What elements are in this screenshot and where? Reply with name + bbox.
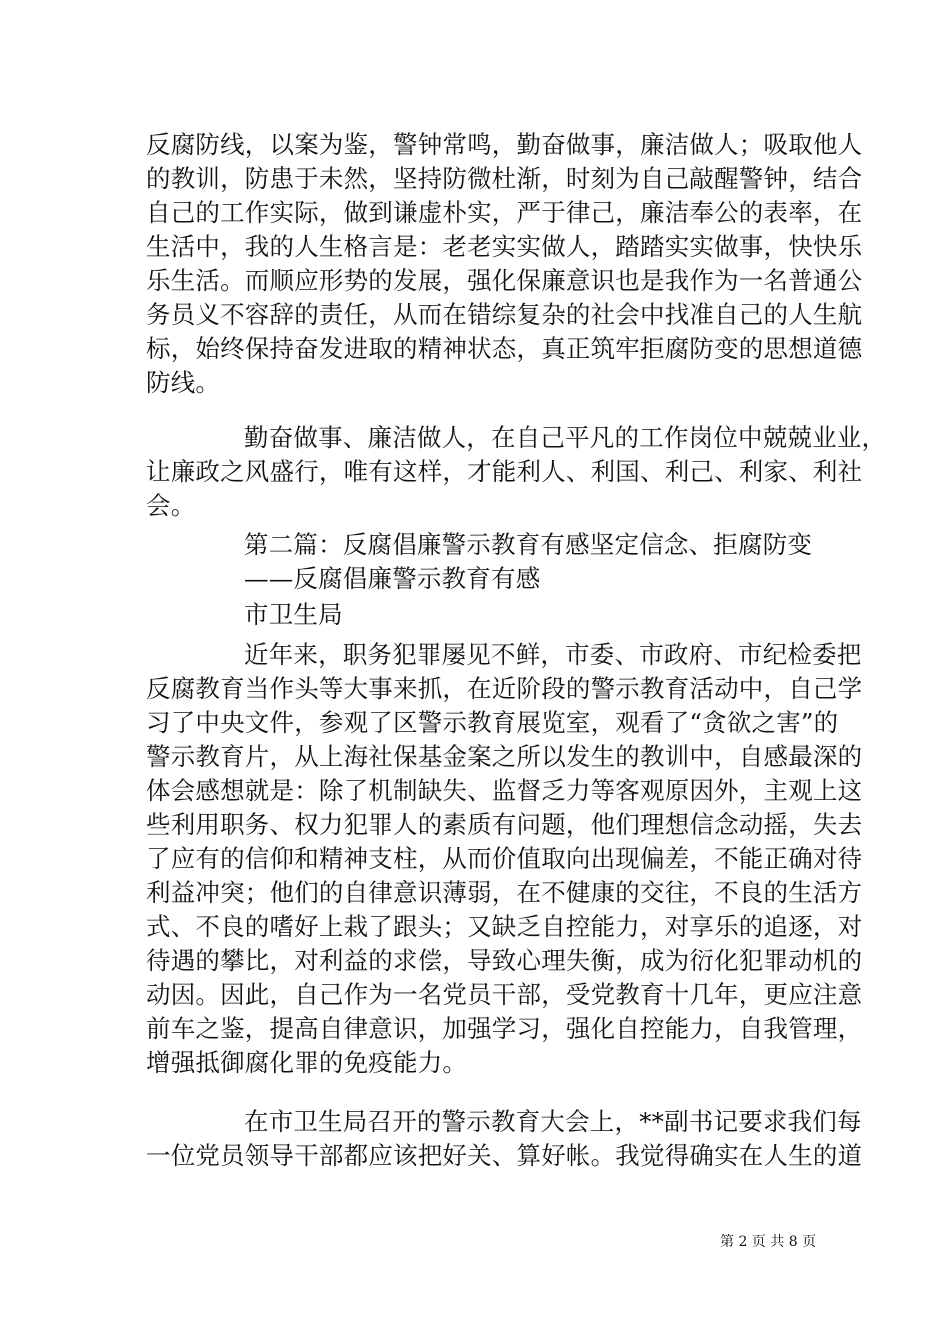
text-line: 习了中央文件，参观了区警示教育展览室，观看了“贪欲之害”的	[146, 708, 839, 737]
text-line: 近年来，职务犯罪屡见不鲜，市委、市政府、市纪检委把	[244, 640, 862, 669]
text-line: 的教训，防患于未然，坚持防微杜渐，时刻为自己敲醒警钟，结合	[146, 164, 863, 193]
section-author: 市卫生局	[244, 600, 343, 629]
text-line: 些利用职务、权力犯罪人的素质有问题，他们理想信念动摇，失去	[146, 810, 863, 839]
text-line: 勤奋做事、廉洁做人，在自己平凡的工作岗位中兢兢业业，	[244, 423, 887, 452]
text-line: 自己的工作实际，做到谦虚朴实，严于律己，廉洁奉公的表率，在	[146, 198, 863, 227]
section-subtitle: ——反腐倡廉警示教育有感	[244, 564, 541, 593]
text-line: 生活中，我的人生格言是：老老实实做人，踏踏实实做事，快快乐	[146, 232, 863, 261]
text-line: 防线。	[146, 368, 221, 397]
text-line: 在市卫生局召开的警示教育大会上，**副书记要求我们每	[244, 1107, 862, 1136]
text-line: 会。	[146, 491, 196, 520]
text-line: 增强抵御腐化罪的免疫能力。	[146, 1048, 468, 1077]
text-line: 反腐教育当作头等大事来抓，在近阶段的警示教育活动中，自己学	[146, 674, 863, 703]
page-number: 第 2 页 共 8 页	[720, 1234, 817, 1250]
section-title: 第二篇：反腐倡廉警示教育有感坚定信念、拒腐防变	[244, 530, 813, 559]
text-line: 式、不良的嗜好上栽了跟头；又缺乏自控能力，对享乐的追逐，对	[146, 912, 863, 941]
text-line: 利益冲突；他们的自律意识薄弱，在不健康的交往，不良的生活方	[146, 878, 863, 907]
text-line: 动因。因此，自己作为一名党员干部，受党教育十几年，更应注意	[146, 980, 863, 1009]
text-line: 待遇的攀比，对利益的求偿，导致心理失衡，成为衍化犯罪动机的	[146, 946, 863, 975]
text-line: 标，始终保持奋发进取的精神状态，真正筑牢拒腐防变的思想道德	[146, 334, 863, 363]
text-line: 反腐防线，以案为鉴，警钟常鸣，勤奋做事，廉洁做人；吸取他人	[146, 130, 863, 159]
text-line: 让廉政之风盛行，唯有这样，才能利人、利国、利己、利家、利社	[146, 457, 863, 486]
text-line: 体会感想就是：除了机制缺失、监督乏力等客观原因外，主观上这	[146, 776, 863, 805]
text-line: 了应有的信仰和精神支柱，从而价值取向出现偏差，不能正确对待	[146, 844, 863, 873]
text-line: 务员义不容辞的责任，从而在错综复杂的社会中找准自己的人生航	[146, 300, 863, 329]
text-line: 警示教育片，从上海社保基金案之所以发生的教训中，自感最深的	[146, 742, 863, 771]
text-line: 一位党员领导干部都应该把好关、算好帐。我觉得确实在人生的道	[146, 1141, 863, 1170]
text-line: 乐生活。而顺应形势的发展，强化保廉意识也是我作为一名普通公	[146, 266, 863, 295]
text-line: 前车之鉴，提高自律意识，加强学习，强化自控能力，自我管理，	[146, 1014, 863, 1043]
